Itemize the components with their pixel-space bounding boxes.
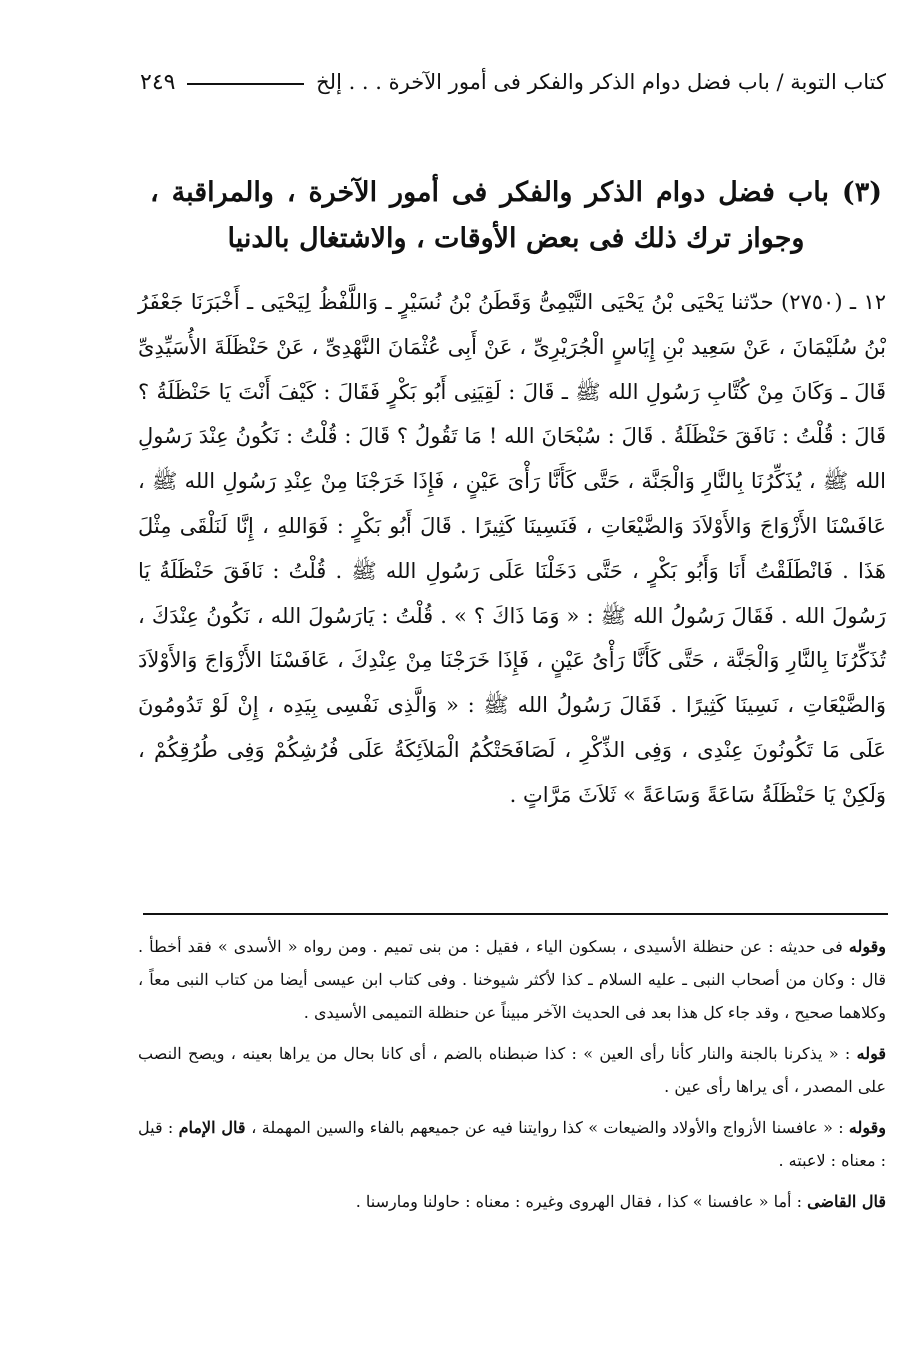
running-header (140, 62, 886, 102)
footnote-text: فى حديثه : عن حنظلة الأسيدى ، بسكون الياء ، فقيل : من بنى تميم . ومن رواه « الأسدى » فقد أخطأ . قال : وكان من أصحاب النبى ـ عليه السلام ـ كذا لأكثر شيوخنا . وفى كتاب ابن عيسى أيضا من كتاب النبى معاً ، وكلاهما صحيح ، وقد جاء كل هذا بعد فى الحديث الآخر مبيناً عن حنظلة التميمى الأسيدى . (138, 937, 886, 1022)
footnote-2 (138, 1037, 886, 1103)
header-rule (187, 83, 304, 85)
footnote-1 (138, 930, 886, 1029)
footnote-3 (138, 1111, 886, 1177)
footnote-4 (138, 1185, 886, 1218)
footnote-text: : « يذكرنا بالجنة والنار كأنا رأى العين » : كذا ضبطناه بالضم ، أى كانا بحال من يراها بعينه ، ويصح النصب على المصدر ، أى يراها رأى عين . (138, 1044, 886, 1096)
footnotes-section (138, 930, 886, 1226)
footnote-lead: وقوله (848, 937, 886, 956)
footnote-lead: وقوله (848, 1118, 887, 1137)
running-title: كتاب التوبة / باب فضل دوام الذكر والفكر فى أمور الآخرة . . . إلخ (316, 70, 886, 94)
footnote-text-imam: : قيل : معناه : لاعبته . (138, 1118, 886, 1170)
footnote-divider (143, 913, 888, 915)
page-number: ٢٤٩ (140, 69, 176, 95)
footnote-lead: قال القاضى (807, 1192, 886, 1211)
footnote-lead-imam: قال الإمام (178, 1118, 252, 1137)
hadith-paragraph: ١٢ ـ (٢٧٥٠) حدّثنا يَحْيَى بْنُ يَحْيَى التَّيْمِىُّ وَقَطَنُ بْنُ نُسَيْرٍ ـ وَاللَّفْظُ لِيَحْيَى ـ أَخْبَرَنَا جَعْفَرُ بْنُ سُلَيْمَانَ ، عَنْ سَعِيد بْنِ إِيَاسٍ الْجُرَيْرِىِّ ، عَنْ أَبِى عُثْمَانَ النَّهْدِىِّ ، عَنْ حَنْظَلَةَ الأُسَيِّدِىِّ قَالَ ـ وَكَانَ مِنْ كُتَّابِ رَسُولِ الله ﷺ ـ قَالَ : لَقِيَنِى أَبُو بَكْرٍ فَقَالَ : كَيْفَ أَنْتَ يَا حَنْظَلَةُ ؟ قَالَ : قُلْتُ : نَافَقَ حَنْظَلَةُ . قَالَ : سُبْحَانَ الله ! مَا تَقُولُ ؟ قَالَ : قُلْتُ : نَكُونُ عِنْدَ رَسُولِ الله ﷺ ، يُذَكِّرُنَا بِالنَّارِ وَالْجَنَّة ، حَتَّى كَأَنَّا رَأْىَ عَيْنٍ ، فَإِذَا خَرَجْنَا مِنْ عِنْدِ رَسُولِ الله ﷺ ، عَافَسْنَا الأَزْوَاجَ وَالأَوْلاَدَ وَالضَّيْعَاتِ ، فَنَسِينَا كَثِيرًا . قَالَ أَبُو بَكْرٍ : فَوَاللهِ ، إِنَّا لَنَلْقَى مِثْلَ هَذَا . فَانْطَلَقْتُ أَنَا وَأَبُو بَكْرٍ ، حَتَّى دَخَلْنَا عَلَى رَسُولِ الله ﷺ . قُلْتُ : نَافَقَ حَنْظَلَةُ يَا رَسُولَ الله . فَقَالَ رَسُولُ الله ﷺ : « وَمَا ذَاكَ ؟ » . قُلْتُ : يَارَسُولَ الله ، نَكُونُ عِنْدَكَ ، تُذَكِّرُنَا بِالنَّارِ وَالْجَنَّة ، حَتَّى كَأَنَّا رَأْىُ عَيْنٍ ، فَإِذَا خَرَجْنَا مِنْ عِنْدِكَ ، عَافَسْنَا الأَزْوَاجَ وَالأَوْلاَدَ وَالضَّيْعَاتِ ، نَسِينَا كَثِيرًا . فَقَالَ رَسُولُ الله ﷺ : « وَالَّذِى نَفْسِى بِيَدِه ، إِنْ لَوْ تَدُومُونَ عَلَى مَا تَكُونُونَ عِنْدِى ، وَفِى الذِّكْرِ ، لَصَافَحَتْكُمُ الْمَلاَئِكَةُ عَلَى فُرُشِكُمْ وَفِى طُرُقِكُمْ ، وَلَكِنْ يَا حَنْظَلَةُ سَاعَةً وَسَاعَةً » ثَلاَثَ مَرَّاتٍ . (138, 290, 886, 807)
chapter-heading: (٣) باب فضل دوام الذكر والفكر فى أمور الآخرة ، والمراقبة ، وجواز ترك ذلك فى بعض الأوقات ، والاشتغال بالدنيا (150, 177, 882, 254)
hadith-text-block (138, 280, 886, 818)
footnote-text: : « عافسنا الأزواج والأولاد والضيعات » كذا روايتنا فيه عن جميعهم بالفاء والسين المهملة ، (251, 1118, 849, 1137)
footnote-lead: قوله (856, 1044, 886, 1063)
footnote-text: : أما « عافسنا » كذا ، فقال الهروى وغيره : معناه : حاولنا ومارسنا . (355, 1192, 808, 1211)
